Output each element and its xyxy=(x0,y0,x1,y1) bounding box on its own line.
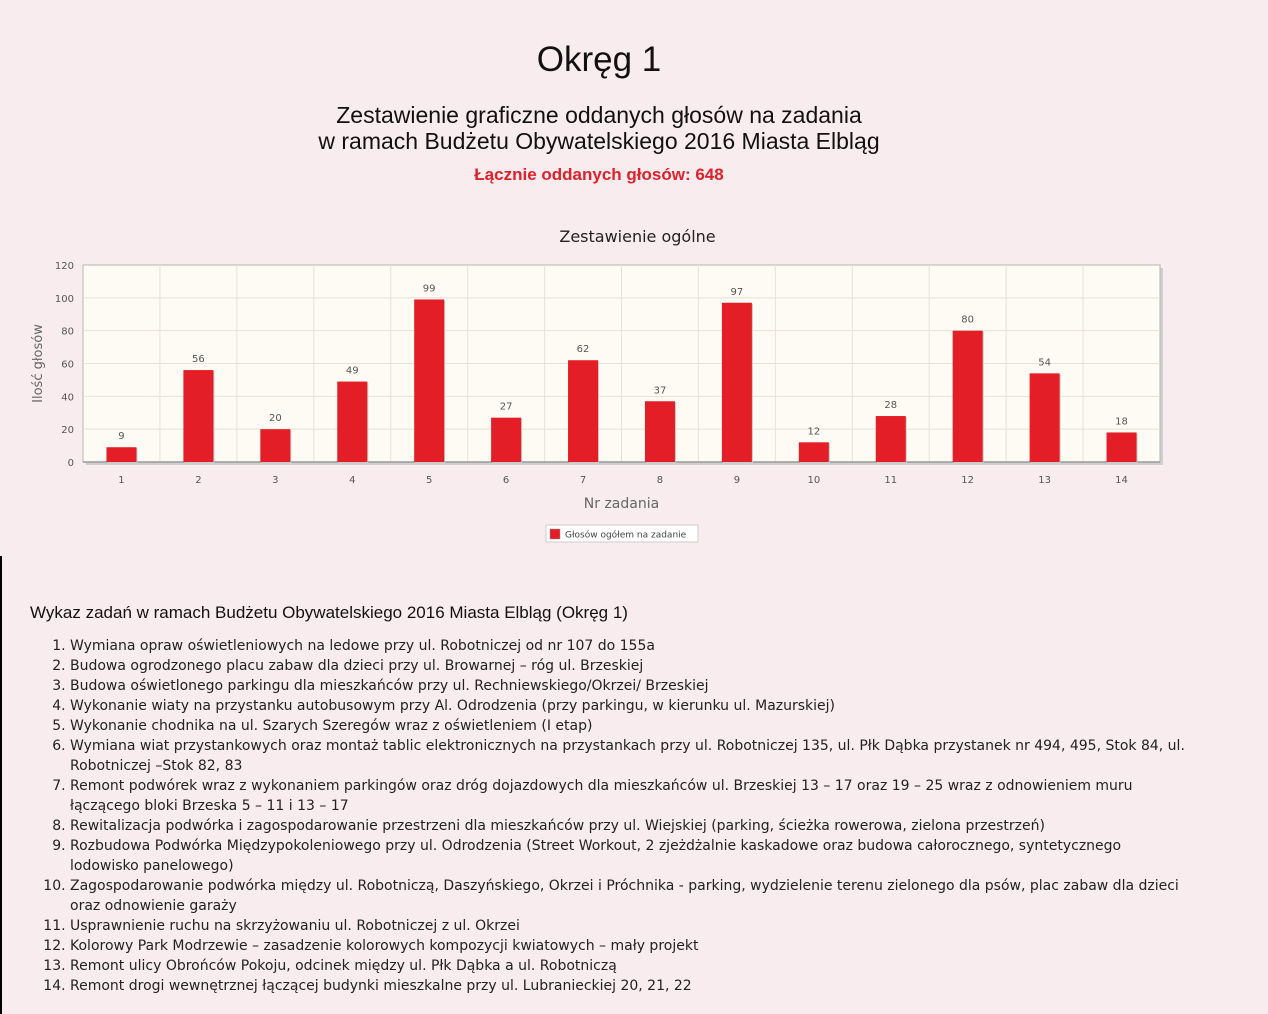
x-tick-label: 2 xyxy=(195,475,202,486)
bar xyxy=(183,370,213,462)
x-tick-label: 14 xyxy=(1115,475,1128,486)
y-axis-label: Ilość głosów xyxy=(31,324,46,403)
task-item-12: 12. Kolorowy Park Modrzewie – zasadzenie kolorowych kompozycji kwiatowych – mały projekt xyxy=(70,936,1190,956)
x-axis-label: Nr zadania xyxy=(583,496,660,512)
tasks-heading: Wykaz zadań w ramach Budżetu Obywatelskiego 2016 Miasta Elbląg (Okręg 1) xyxy=(30,603,628,622)
x-tick-label: 8 xyxy=(656,475,664,486)
task-list xyxy=(30,636,1190,996)
bar xyxy=(645,401,675,462)
bar xyxy=(1030,373,1060,462)
bar-value-label: 54 xyxy=(1038,357,1051,369)
total-votes: Łącznie oddanych głosów: 648 xyxy=(474,165,724,184)
bar-value-label: 37 xyxy=(653,385,667,397)
task-item-4: 4. Wykonanie wiaty na przystanku autobusowym przy Al. Odrodzenia (przy parkingu, w kierunku ul. Mazurskiej) xyxy=(70,696,1190,716)
x-tick-label: 12 xyxy=(961,475,975,486)
x-tick-label: 13 xyxy=(1038,475,1051,486)
x-tick-label: 5 xyxy=(425,475,433,486)
page-title: Okręg 1 xyxy=(536,40,662,79)
task-item-9: 9. Rozbudowa Podwórka Międzypokoleniowego przy ul. Odrodzenia (Street Workout, 2 zjeżdżalnie kaskadowe oraz budowa całorocznego, syntetycznego lodowisko panelowego) xyxy=(70,836,1190,876)
x-tick-label: 9 xyxy=(733,475,741,486)
legend-swatch xyxy=(550,529,560,539)
bar-value-label: 9 xyxy=(118,431,125,443)
x-tick-label: 7 xyxy=(579,475,587,486)
x-tick-label: 3 xyxy=(272,475,279,486)
task-item-3: 3. Budowa oświetlonego parkingu dla mieszkańców przy ul. Rechniewskiego/Okrzei/ Brzeskiej xyxy=(70,676,1190,696)
bar-value-label: 18 xyxy=(1115,416,1128,428)
x-tick-label: 10 xyxy=(807,475,821,486)
y-tick-label: 120 xyxy=(54,261,74,272)
bar-value-label: 27 xyxy=(499,401,513,413)
task-item-14: 14. Remont drogi wewnętrznej łączącej budynki mieszkalne przy ul. Lubranieckiej 20, 21, 22 xyxy=(70,976,1190,996)
x-tick-label: 4 xyxy=(349,475,356,486)
bar xyxy=(722,303,752,462)
task-item-6: 6. Wymiana wiat przystankowych oraz montaż tablic elektronicznych na przystankach przy ul. Robotniczej 135, ul. Płk Dąbka przystanek nr 494, 495, Stok 84, ul. Robotniczej –Stok 82, 83 xyxy=(70,736,1190,776)
task-item-2: 2. Budowa ogrodzonego placu zabaw dla dzieci przy ul. Browarnej – róg ul. Brzeskiej xyxy=(70,656,1190,676)
bar-value-label: 49 xyxy=(345,365,359,377)
y-tick-label: 80 xyxy=(61,326,74,338)
y-tick-label: 100 xyxy=(54,293,74,305)
subtitle-line-1: Zestawienie graficzne oddanych głosów na zadania xyxy=(336,102,862,128)
task-item-7: 7. Remont podwórek wraz z wykonaniem parkingów oraz dróg dojazdowych dla mieszkańców ul. Brzeskiej 13 – 17 oraz 19 – 25 wraz z odnowieniem muru łączącego bloki Brzeska 5 – 11 i 13 – 17 xyxy=(70,776,1190,816)
task-item-1: 1. Wymiana opraw oświetleniowych na ledowe przy ul. Robotniczej od nr 107 do 155a xyxy=(70,636,1190,656)
legend-label: Głosów ogółem na zadanie xyxy=(565,530,687,541)
bar xyxy=(1107,432,1137,462)
bar-value-label: 56 xyxy=(192,354,205,366)
chart-title: Zestawienie ogólne xyxy=(559,227,716,246)
left-border-line xyxy=(0,556,2,1014)
subtitle-line-2: w ramach Budżetu Obywatelskiego 2016 Miasta Elbląg xyxy=(318,128,880,154)
x-tick-label: 11 xyxy=(884,475,898,486)
y-tick-label: 60 xyxy=(61,359,74,371)
bar-value-label: 12 xyxy=(807,426,821,438)
bar xyxy=(414,299,444,462)
bar xyxy=(953,331,983,462)
bar xyxy=(260,429,290,462)
x-tick-label: 1 xyxy=(118,475,125,486)
bar-value-label: 20 xyxy=(268,413,282,425)
bar-chart xyxy=(0,220,1200,550)
task-item-11: 11. Usprawnienie ruchu na skrzyżowaniu ul. Robotniczej z ul. Okrzei xyxy=(70,916,1190,936)
y-tick-label: 40 xyxy=(61,392,74,404)
y-tick-label: 20 xyxy=(61,425,74,437)
bar-value-label: 28 xyxy=(884,400,898,412)
bar xyxy=(799,442,829,462)
task-item-8: 8. Rewitalizacja podwórka i zagospodarowanie przestrzeni dla mieszkańców przy ul. Wiejskiej (parking, ścieżka rowerowa, zielona przestrzeń) xyxy=(70,816,1190,836)
y-tick-label: 0 xyxy=(67,458,74,469)
bar-value-label: 99 xyxy=(422,283,436,295)
bar xyxy=(491,418,521,462)
bar-value-label: 62 xyxy=(576,344,590,356)
page-subtitle xyxy=(0,102,1198,154)
x-tick-label: 6 xyxy=(502,475,510,486)
bar xyxy=(337,382,367,462)
bar xyxy=(106,447,136,462)
bar-value-label: 97 xyxy=(730,286,744,298)
task-item-13: 13. Remont ulicy Obrońców Pokoju, odcinek między ul. Płk Dąbka a ul. Robotniczą xyxy=(70,956,1190,976)
bar xyxy=(876,416,906,462)
task-item-5: 5. Wykonanie chodnika na ul. Szarych Szeregów wraz z oświetleniem (I etap) xyxy=(70,716,1190,736)
bar-value-label: 80 xyxy=(961,314,975,326)
bar xyxy=(568,360,598,462)
task-item-10: 10. Zagospodarowanie podwórka między ul. Robotniczą, Daszyńskiego, Okrzei i Próchnika - parking, wydzielenie terenu zielonego dla psów, plac zabaw dla dzieci oraz odnowienie garaży xyxy=(70,876,1190,916)
